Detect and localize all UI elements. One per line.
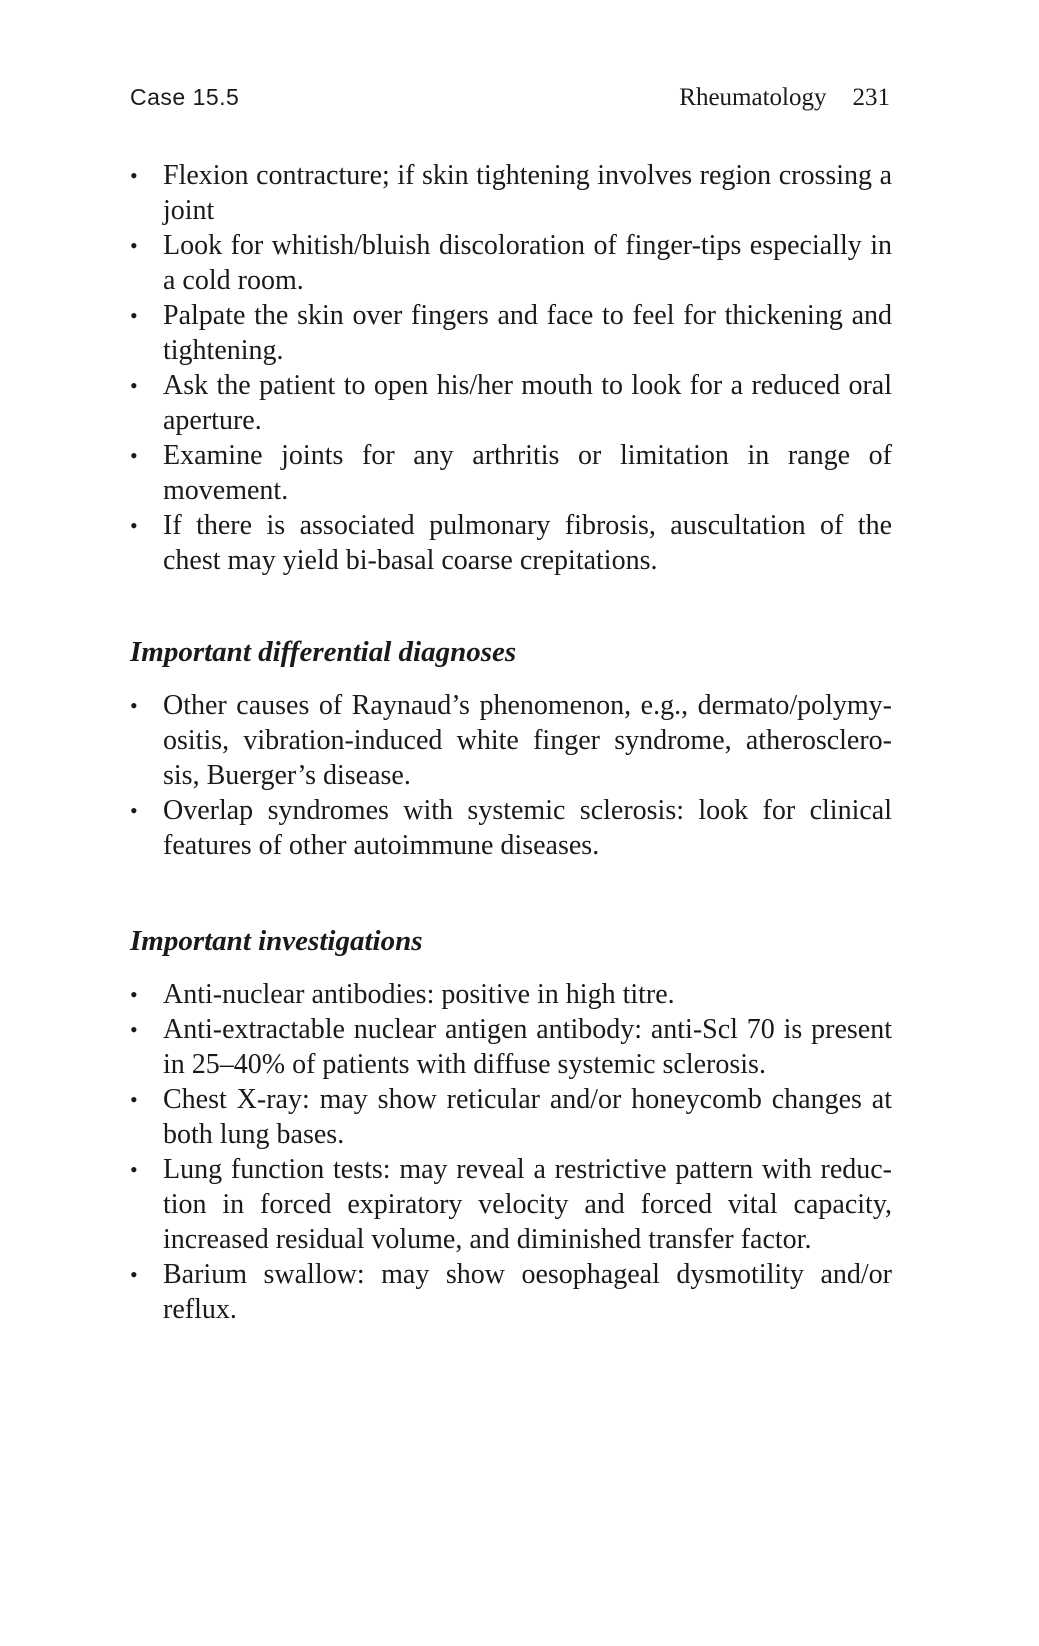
list-item: • Anti-extractable nuclear antigen antibody: anti-Scl 70 is present in 25–40% of patients with diffuse systemic sclerosis. bbox=[130, 1014, 892, 1080]
bullet-marker: • bbox=[130, 443, 138, 468]
bullet-marker: • bbox=[130, 373, 138, 398]
section-name: Rheumatology bbox=[679, 84, 827, 111]
bullet-marker: • bbox=[130, 1017, 138, 1042]
investigations-heading: Important investigations bbox=[130, 925, 423, 957]
list-item: • Lung function tests: may reveal a restrictive pattern with reduc-tion in forced expiratory velocity and forced vital capacity, increased residual volume, and diminished transfer factor. bbox=[130, 1154, 892, 1255]
bullet-marker: • bbox=[130, 303, 138, 328]
list-item: • Barium swallow: may show oesophageal dysmotility and/or reflux. bbox=[130, 1259, 892, 1325]
page-number: 231 bbox=[852, 84, 890, 111]
header-right bbox=[679, 84, 890, 112]
bullet-marker: • bbox=[130, 798, 138, 823]
list-item: • Examine joints for any arthritis or limitation in range of movement. bbox=[130, 440, 892, 506]
list-item: • Other causes of Raynaud’s phenomenon, e.g., dermato/polymy-ositis, vibration-induced white finger syndrome, atherosclero-sis, Buerger’s disease. bbox=[130, 690, 892, 791]
bullet-marker: • bbox=[130, 1157, 138, 1182]
list-item: • Chest X-ray: may show reticular and/or honeycomb changes at both lung bases. bbox=[130, 1084, 892, 1150]
bullet-marker: • bbox=[130, 1087, 138, 1112]
bullet-marker: • bbox=[130, 163, 138, 188]
running-header bbox=[130, 84, 890, 116]
list-item: • Look for whitish/bluish discoloration of finger-tips especially in a cold room. bbox=[130, 230, 892, 296]
list-item: • Ask the patient to open his/her mouth to look for a reduced oral aperture. bbox=[130, 370, 892, 436]
bullet-marker: • bbox=[130, 982, 138, 1007]
bullet-marker: • bbox=[130, 693, 138, 718]
differential-diagnoses-heading: Important differential diagnoses bbox=[130, 636, 517, 668]
page-content bbox=[130, 158, 892, 1327]
differential-list bbox=[130, 688, 892, 863]
list-item: • Overlap syndromes with systemic sclerosis: look for clinical features of other autoimmune diseases. bbox=[130, 795, 892, 861]
list-item: • If there is associated pulmonary fibrosis, auscultation of the chest may yield bi-basal coarse crepitations. bbox=[130, 510, 892, 576]
bullet-marker: • bbox=[130, 1262, 138, 1287]
examination-list bbox=[130, 158, 892, 578]
list-item: • Flexion contracture; if skin tightening involves region crossing a joint bbox=[130, 160, 892, 226]
list-item: • Palpate the skin over fingers and face to feel for thickening and tightening. bbox=[130, 300, 892, 366]
bullet-marker: • bbox=[130, 513, 138, 538]
list-item: • Anti-nuclear antibodies: positive in high titre. bbox=[130, 979, 675, 1010]
case-label: Case 15.5 bbox=[130, 84, 240, 110]
bullet-marker: • bbox=[130, 233, 138, 258]
investigations-list bbox=[130, 977, 892, 1327]
